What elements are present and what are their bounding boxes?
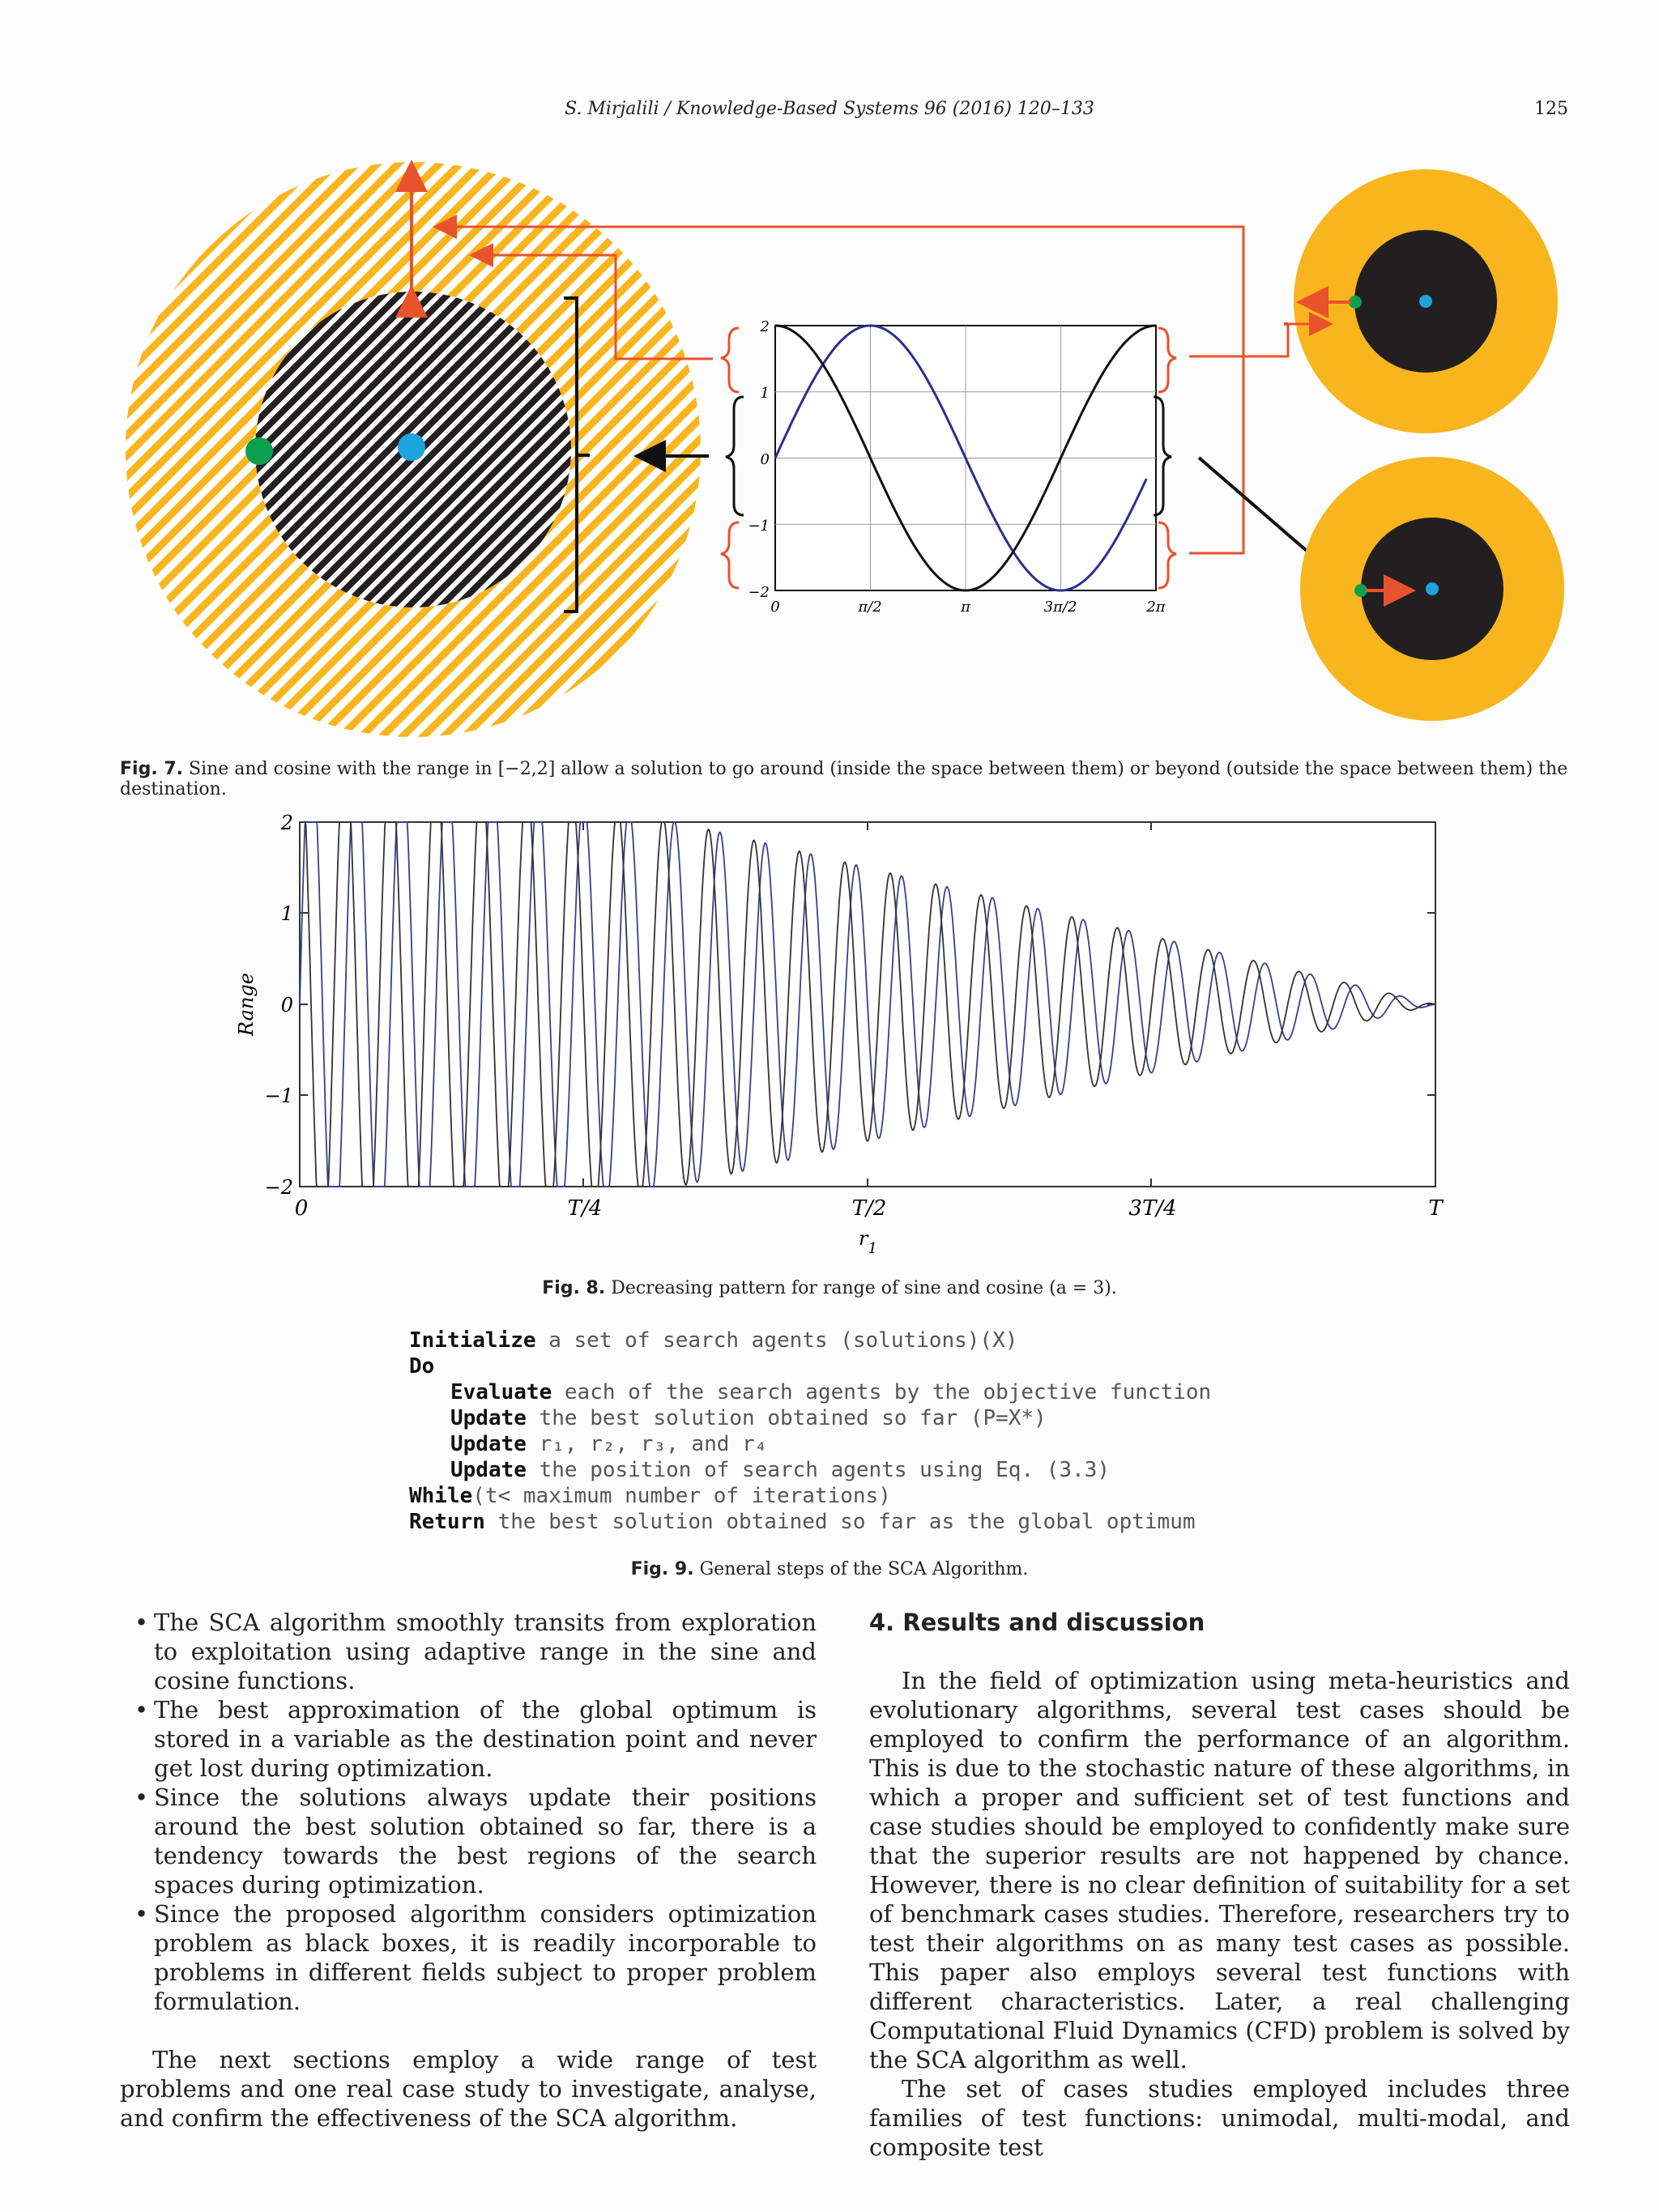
feature-bullets — [120, 1608, 817, 2016]
right-column — [869, 1608, 1570, 2162]
fig7-caption — [120, 759, 1570, 799]
fig9-algorithm — [409, 1328, 1211, 1536]
fig7-ytick-2: 2 — [760, 318, 770, 335]
algo-line: While(t< maximum number of iterations) — [409, 1484, 891, 1508]
algo-line: Update the best solution obtained so far (P=X*) — [450, 1406, 1047, 1430]
fig7-ytick-m1: −1 — [748, 518, 770, 535]
fig7-caption-label: Fig. 7. — [120, 759, 183, 779]
right-paragraph-2: The set of cases studies employed includes three families of test functions: unimodal, multi-modal, and composite test — [869, 2075, 1570, 2161]
fig7-xtick-2pi: 2π — [1146, 599, 1166, 616]
fig8-ytick-m1: −1 — [264, 1085, 293, 1107]
algo-line: Update r₁, r₂, r₃, and r₄ — [450, 1432, 768, 1456]
fig7-xtick-pi: π — [961, 599, 970, 616]
fig8-caption-text: Decreasing pattern for range of sine and cosine (a = 3). — [611, 1278, 1117, 1298]
fig7-ytick-m2: −2 — [748, 584, 770, 601]
fig8-xlabel: $r_1$ — [859, 1227, 877, 1257]
fig8-ytick-m2: −2 — [264, 1176, 293, 1199]
section-title: 4. Results and discussion — [869, 1609, 1205, 1636]
top-right-destination — [1419, 295, 1432, 308]
fig8-ytick-0: 0 — [280, 994, 293, 1016]
fig9-caption-text: General steps of the SCA Algorithm. — [699, 1559, 1029, 1579]
bullet-item: • Since the proposed algorithm considers optimization problem as black boxes, it is readily incorporable to problems in different fields subject to proper problem formulation. — [120, 1899, 817, 2016]
fig7-right-lower-brace — [1158, 522, 1176, 588]
page-number: 125 — [1534, 99, 1568, 119]
fig7-ytick-1: 1 — [760, 385, 770, 402]
fig7-small-plot — [721, 318, 1176, 616]
algo-line: Initialize a set of search agents (solutions)(X) — [409, 1328, 1018, 1353]
fig8-xtick-T: T — [1428, 1196, 1443, 1221]
fig9-caption — [0, 1559, 1659, 1579]
fig8-caption-label: Fig. 8. — [542, 1278, 606, 1298]
fig7-xtick-0: 0 — [770, 599, 780, 616]
fig8-ytick-1: 1 — [280, 902, 293, 925]
bullet-item: • The best approximation of the global optimum is stored in a variable as the destination point and never get lost during optimization. — [120, 1695, 817, 1783]
figure-7 — [0, 0, 1659, 778]
bullet-item: • Since the solutions always update their positions around the best solution obtained so far, there is a tendency towards the best regions of the search spaces during optimization. — [120, 1783, 817, 1899]
left-paragraph: The next sections employ a wide range of test problems and one real case study to investigate, analyse, and confirm the effectiveness of the SCA algorithm. — [120, 2046, 817, 2132]
fig7-left-upper-brace — [721, 328, 739, 392]
fig7-xtick-pi2: π/2 — [858, 599, 882, 616]
algo-line: Update the position of search agents using Eq. (3.3) — [450, 1458, 1110, 1482]
bottom-right-destination — [1426, 582, 1439, 595]
algo-line: Evaluate each of the search agents by the objective function — [450, 1380, 1212, 1404]
algo-line: Do — [409, 1354, 435, 1379]
fig8-caption — [0, 1278, 1659, 1298]
fig8-xtick-3T4: 3T/4 — [1128, 1196, 1177, 1221]
fig7-left-mid-brace — [726, 397, 744, 515]
fig7-left-lower-brace — [721, 522, 739, 588]
fig7-right-upper-brace — [1158, 328, 1176, 392]
fig7-ytick-0: 0 — [760, 451, 770, 468]
bullet-item: • The SCA algorithm smoothly transits from exploration to exploitation using adaptive range in the sine and cosine functions. — [120, 1608, 817, 1695]
fig8-ytick-2: 2 — [280, 812, 293, 834]
running-title: S. Mirjalili / Knowledge-Based Systems 96 (2016) 120–133 — [565, 99, 1094, 119]
solution-point — [245, 437, 273, 465]
fig8-xtick-T4: T/4 — [567, 1196, 603, 1221]
bottom-right-solution — [1354, 584, 1367, 597]
fig9-caption-label: Fig. 9. — [630, 1559, 694, 1579]
algo-line: Return the best solution obtained so far as the global optimum — [409, 1510, 1196, 1534]
fig8-xtick-T2: T/2 — [851, 1196, 887, 1221]
left-column — [120, 1608, 817, 2133]
right-paragraph-1: In the field of optimization using meta-heuristics and evolutionary algorithms, several test cases should be employed to confirm the performance of an algorithm. This is due to the stochastic nature of these algorithms, in which a proper and sufficient set of test functions and case studies should be employed to confidently make sure that the superior results are not happened by chance. However, there is no clear definition of suitability for a set of benchmark cases studies. Therefore, researchers try to test their algorithms on as many test cases as possible. This paper also employs several test functions with different characteristics. Later, a real challenging Computational Fluid Dynamics (CFD) problem is solved by the SCA algorithm as well. — [869, 1667, 1570, 2073]
fig8-ylabel: Range — [235, 973, 258, 1036]
figure-8 — [0, 802, 1659, 1272]
fig7-caption-text: Sine and cosine with the range in [−2,2] allow a solution to go around (inside the space between them) or beyond (outside the space between them) the destination. — [120, 759, 1568, 799]
fig8-xtick-0: 0 — [294, 1196, 309, 1221]
destination-point — [398, 433, 425, 461]
fig7-xtick-3pi2: 3π/2 — [1043, 599, 1077, 616]
red-connector-bottom — [1189, 356, 1243, 553]
